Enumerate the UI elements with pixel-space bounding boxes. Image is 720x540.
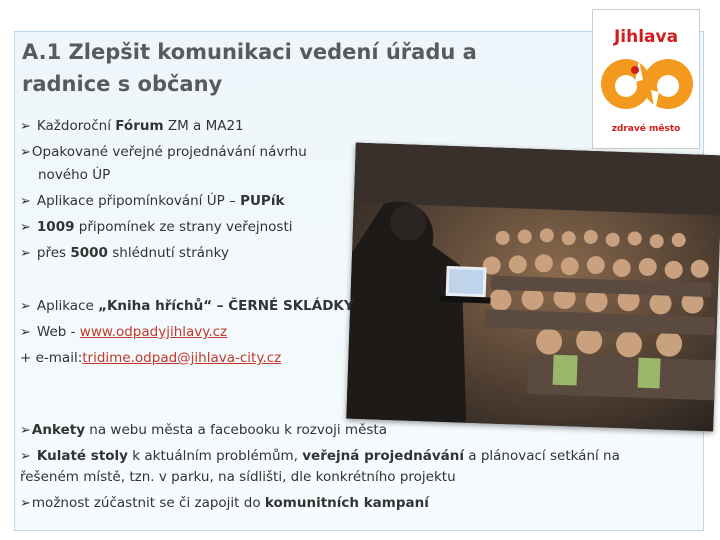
- jihlava-logo: [592, 9, 700, 149]
- web-link[interactable]: www.odpadyjihlavy.cz: [79, 324, 228, 340]
- arrow-bullet-icon: ➢: [20, 423, 31, 438]
- bullet-shlednuti: ➢ přes 5000 shlédnutí stránky: [20, 245, 229, 261]
- logo-name: Jihlava: [613, 27, 679, 47]
- bullet-ankety: ➢Ankety na webu města a facebooku k rozvoji města: [20, 422, 387, 438]
- auditorium-photo: [346, 143, 720, 432]
- logo-subtitle: zdravé město: [611, 124, 681, 134]
- arrow-bullet-icon: ➢: [20, 496, 31, 511]
- bullet-kulate-stoly-cont: řešeném místě, tzn. v parku, na sídlišti, dle konkrétního projektu: [20, 469, 456, 485]
- bullet-pripominky: ➢ 1009 připomínek ze strany veřejnosti: [20, 219, 293, 235]
- arrow-bullet-icon: ➢: [20, 145, 31, 160]
- bullet-forum: ➢ Každoroční Fórum ZM a MA21: [20, 118, 244, 134]
- audience-illustration: [346, 143, 720, 432]
- bullet-kniha-hrichu: ➢ Aplikace „Kniha hříchů“ – ČERNÉ SKLÁDKY: [20, 298, 354, 314]
- bullet-projednavani-cont: nového ÚP: [38, 167, 111, 183]
- bullet-kampane: ➢možnost zúčastnit se či zapojit do komunitních kampaní: [20, 495, 429, 511]
- title-line-2: radnice s občany: [22, 72, 223, 96]
- arrow-bullet-icon: ➢: [20, 449, 31, 464]
- bullet-pupik: ➢ Aplikace připomínkování ÚP – PUPík: [20, 193, 285, 209]
- arrow-bullet-icon: ➢: [20, 220, 31, 235]
- bullet-email: + e-mail:tridime.odpad@jihlava-city.cz: [20, 350, 282, 366]
- arrow-bullet-icon: ➢: [20, 325, 31, 340]
- arrow-bullet-icon: ➢: [20, 299, 31, 314]
- speech-bubbles-icon: [599, 50, 695, 122]
- email-link[interactable]: tridime.odpad@jihlava-city.cz: [82, 350, 282, 366]
- slide-title: [22, 36, 492, 100]
- arrow-bullet-icon: ➢: [20, 194, 31, 209]
- arrow-bullet-icon: ➢: [20, 119, 31, 134]
- title-line-1: A.1 Zlepšit komunikaci vedení úřadu a: [22, 40, 477, 64]
- bullet-kulate-stoly: ➢ Kulaté stoly k aktuálním problémům, veřejná projednávání a plánovací setkání na: [20, 448, 620, 464]
- bullet-web: ➢ Web - www.odpadyjihlavy.cz: [20, 324, 228, 340]
- arrow-bullet-icon: ➢: [20, 246, 31, 261]
- bullet-projednavani: ➢Opakované veřejné projednávání návrhu: [20, 144, 307, 160]
